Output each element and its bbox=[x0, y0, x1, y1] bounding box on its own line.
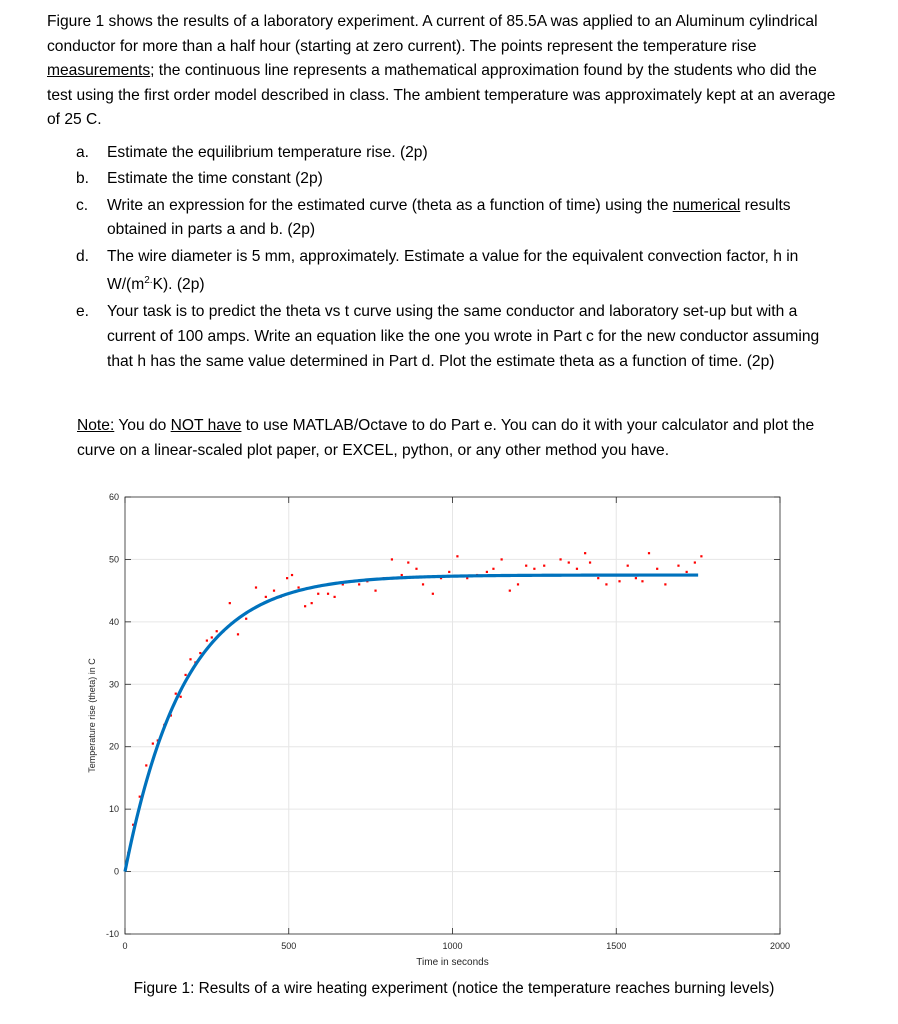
data-point bbox=[189, 658, 191, 660]
intro-text-1: Figure 1 shows the results of a laboratory experiment. A current of 85.5A was applied to an Aluminum cylindrical conductor for more than a half hour (starting at zero current). The points represent the temperature rise bbox=[47, 13, 818, 55]
data-point bbox=[648, 552, 650, 554]
data-point bbox=[199, 652, 201, 654]
y-tick-label: 0 bbox=[113, 866, 119, 877]
question-text: Write an expression for the estimated curve (theta as a function of time) using the bbox=[107, 196, 673, 214]
data-point bbox=[286, 577, 288, 579]
y-axis-label: Temperature rise (theta) in C bbox=[87, 658, 97, 773]
data-point bbox=[334, 596, 336, 598]
y-tick-label: -10 bbox=[105, 929, 119, 939]
data-point bbox=[211, 636, 213, 638]
data-point bbox=[533, 568, 535, 570]
data-point bbox=[273, 590, 275, 592]
data-point bbox=[568, 561, 570, 563]
y-tick-label: 40 bbox=[108, 616, 119, 627]
data-point bbox=[255, 586, 257, 588]
data-point bbox=[184, 674, 186, 676]
figure-caption: Figure 1: Results of a wire heating experiment (notice the temperature reaches burning levels) bbox=[133, 980, 775, 997]
data-point bbox=[391, 558, 393, 560]
data-point bbox=[618, 580, 620, 582]
data-point bbox=[627, 565, 629, 567]
data-point bbox=[206, 639, 208, 641]
question-letter: e. bbox=[76, 302, 90, 320]
data-point bbox=[448, 571, 450, 573]
x-axis-label: Time in seconds bbox=[416, 957, 489, 968]
not-have-emphasis: NOT have bbox=[170, 417, 242, 434]
question-letter: a. bbox=[76, 144, 90, 161]
data-point bbox=[677, 565, 679, 567]
y-tick-label: 60 bbox=[108, 492, 119, 502]
question-text: results obtained in parts a and b. (2p) bbox=[107, 196, 791, 239]
data-point bbox=[175, 693, 177, 695]
x-tick-label: 2000 bbox=[769, 941, 791, 951]
data-point bbox=[656, 568, 658, 570]
question-text: Estimate the equilibrium temperature rise. (2p) bbox=[107, 144, 428, 161]
question-text: K). (2p) bbox=[152, 276, 205, 294]
data-point bbox=[145, 764, 147, 766]
x-tick-label: 0 bbox=[122, 941, 128, 951]
measurements-word: measurements bbox=[47, 62, 151, 80]
data-point bbox=[509, 590, 511, 592]
data-point bbox=[517, 583, 519, 585]
data-point bbox=[311, 602, 313, 604]
question-text: The wire diameter is 5 mm, approximately. Estimate a value for the equivalent convection factor, h in W/(m bbox=[107, 247, 799, 294]
data-point bbox=[152, 742, 154, 744]
numerical-word: numerical bbox=[672, 196, 741, 214]
data-point bbox=[229, 602, 231, 604]
x-tick-label: 500 bbox=[281, 941, 297, 951]
x-tick-label: 1000 bbox=[442, 941, 463, 951]
data-point bbox=[237, 633, 239, 635]
data-point bbox=[686, 571, 688, 573]
note-text-2: to use MATLAB/Octave to do Part e. You can do it with your calculator and plot the curve on a linear-scaled plot paper, or EXCEL, python, or any other method you have. bbox=[77, 417, 815, 459]
data-point bbox=[486, 571, 488, 573]
y-tick-label: 30 bbox=[108, 679, 119, 690]
data-point bbox=[401, 574, 403, 576]
data-point bbox=[216, 630, 218, 632]
data-point bbox=[265, 596, 267, 598]
data-point bbox=[456, 555, 458, 557]
data-point bbox=[597, 577, 599, 579]
x-tick-label: 1500 bbox=[606, 941, 627, 951]
data-point bbox=[432, 593, 434, 595]
intro-text-2: ; the continuous line represents a mathematical approximation found by the students who did the test using the first order model described in class. The ambient temperature was approximately kept at an average of 25 C. bbox=[47, 62, 836, 129]
data-point bbox=[589, 561, 591, 563]
data-point bbox=[327, 593, 329, 595]
data-point bbox=[407, 561, 409, 563]
data-point bbox=[576, 568, 578, 570]
data-point bbox=[635, 577, 637, 579]
data-point bbox=[422, 583, 424, 585]
y-tick-label: 10 bbox=[108, 804, 119, 815]
data-point bbox=[291, 574, 293, 576]
data-point bbox=[415, 568, 417, 570]
data-point bbox=[543, 565, 545, 567]
data-point bbox=[559, 558, 561, 560]
y-tick-label: 20 bbox=[108, 741, 119, 752]
question-letter: b. bbox=[76, 170, 90, 188]
data-point bbox=[584, 552, 586, 554]
question-letter: c. bbox=[76, 196, 89, 214]
data-point bbox=[501, 558, 503, 560]
data-point bbox=[245, 618, 247, 620]
superscript: 2. bbox=[144, 275, 153, 287]
data-point bbox=[664, 583, 666, 585]
data-point bbox=[374, 590, 376, 592]
note-label: Note: bbox=[77, 417, 115, 434]
data-point bbox=[641, 580, 643, 582]
question-text: Estimate the time constant (2p) bbox=[107, 170, 323, 188]
y-tick-label: 50 bbox=[108, 554, 119, 565]
data-point bbox=[297, 586, 299, 588]
note-text-1: You do bbox=[114, 417, 171, 434]
data-point bbox=[700, 555, 702, 557]
question-letter: d. bbox=[76, 247, 90, 265]
data-point bbox=[525, 565, 527, 567]
data-point bbox=[492, 568, 494, 570]
data-point bbox=[304, 605, 306, 607]
data-point bbox=[180, 696, 182, 698]
question-text: Your task is to predict the theta vs t curve using the same conductor and laboratory set-up but with a current of 100 amps. Write an equation like the one you wrote in Part c for the new conductor assuming that h has the same value determined in Part d. Plot the estimate theta as a function of time. (2p) bbox=[107, 302, 820, 370]
data-point bbox=[358, 583, 360, 585]
data-point bbox=[317, 593, 319, 595]
data-point bbox=[605, 583, 607, 585]
data-point bbox=[694, 561, 696, 563]
